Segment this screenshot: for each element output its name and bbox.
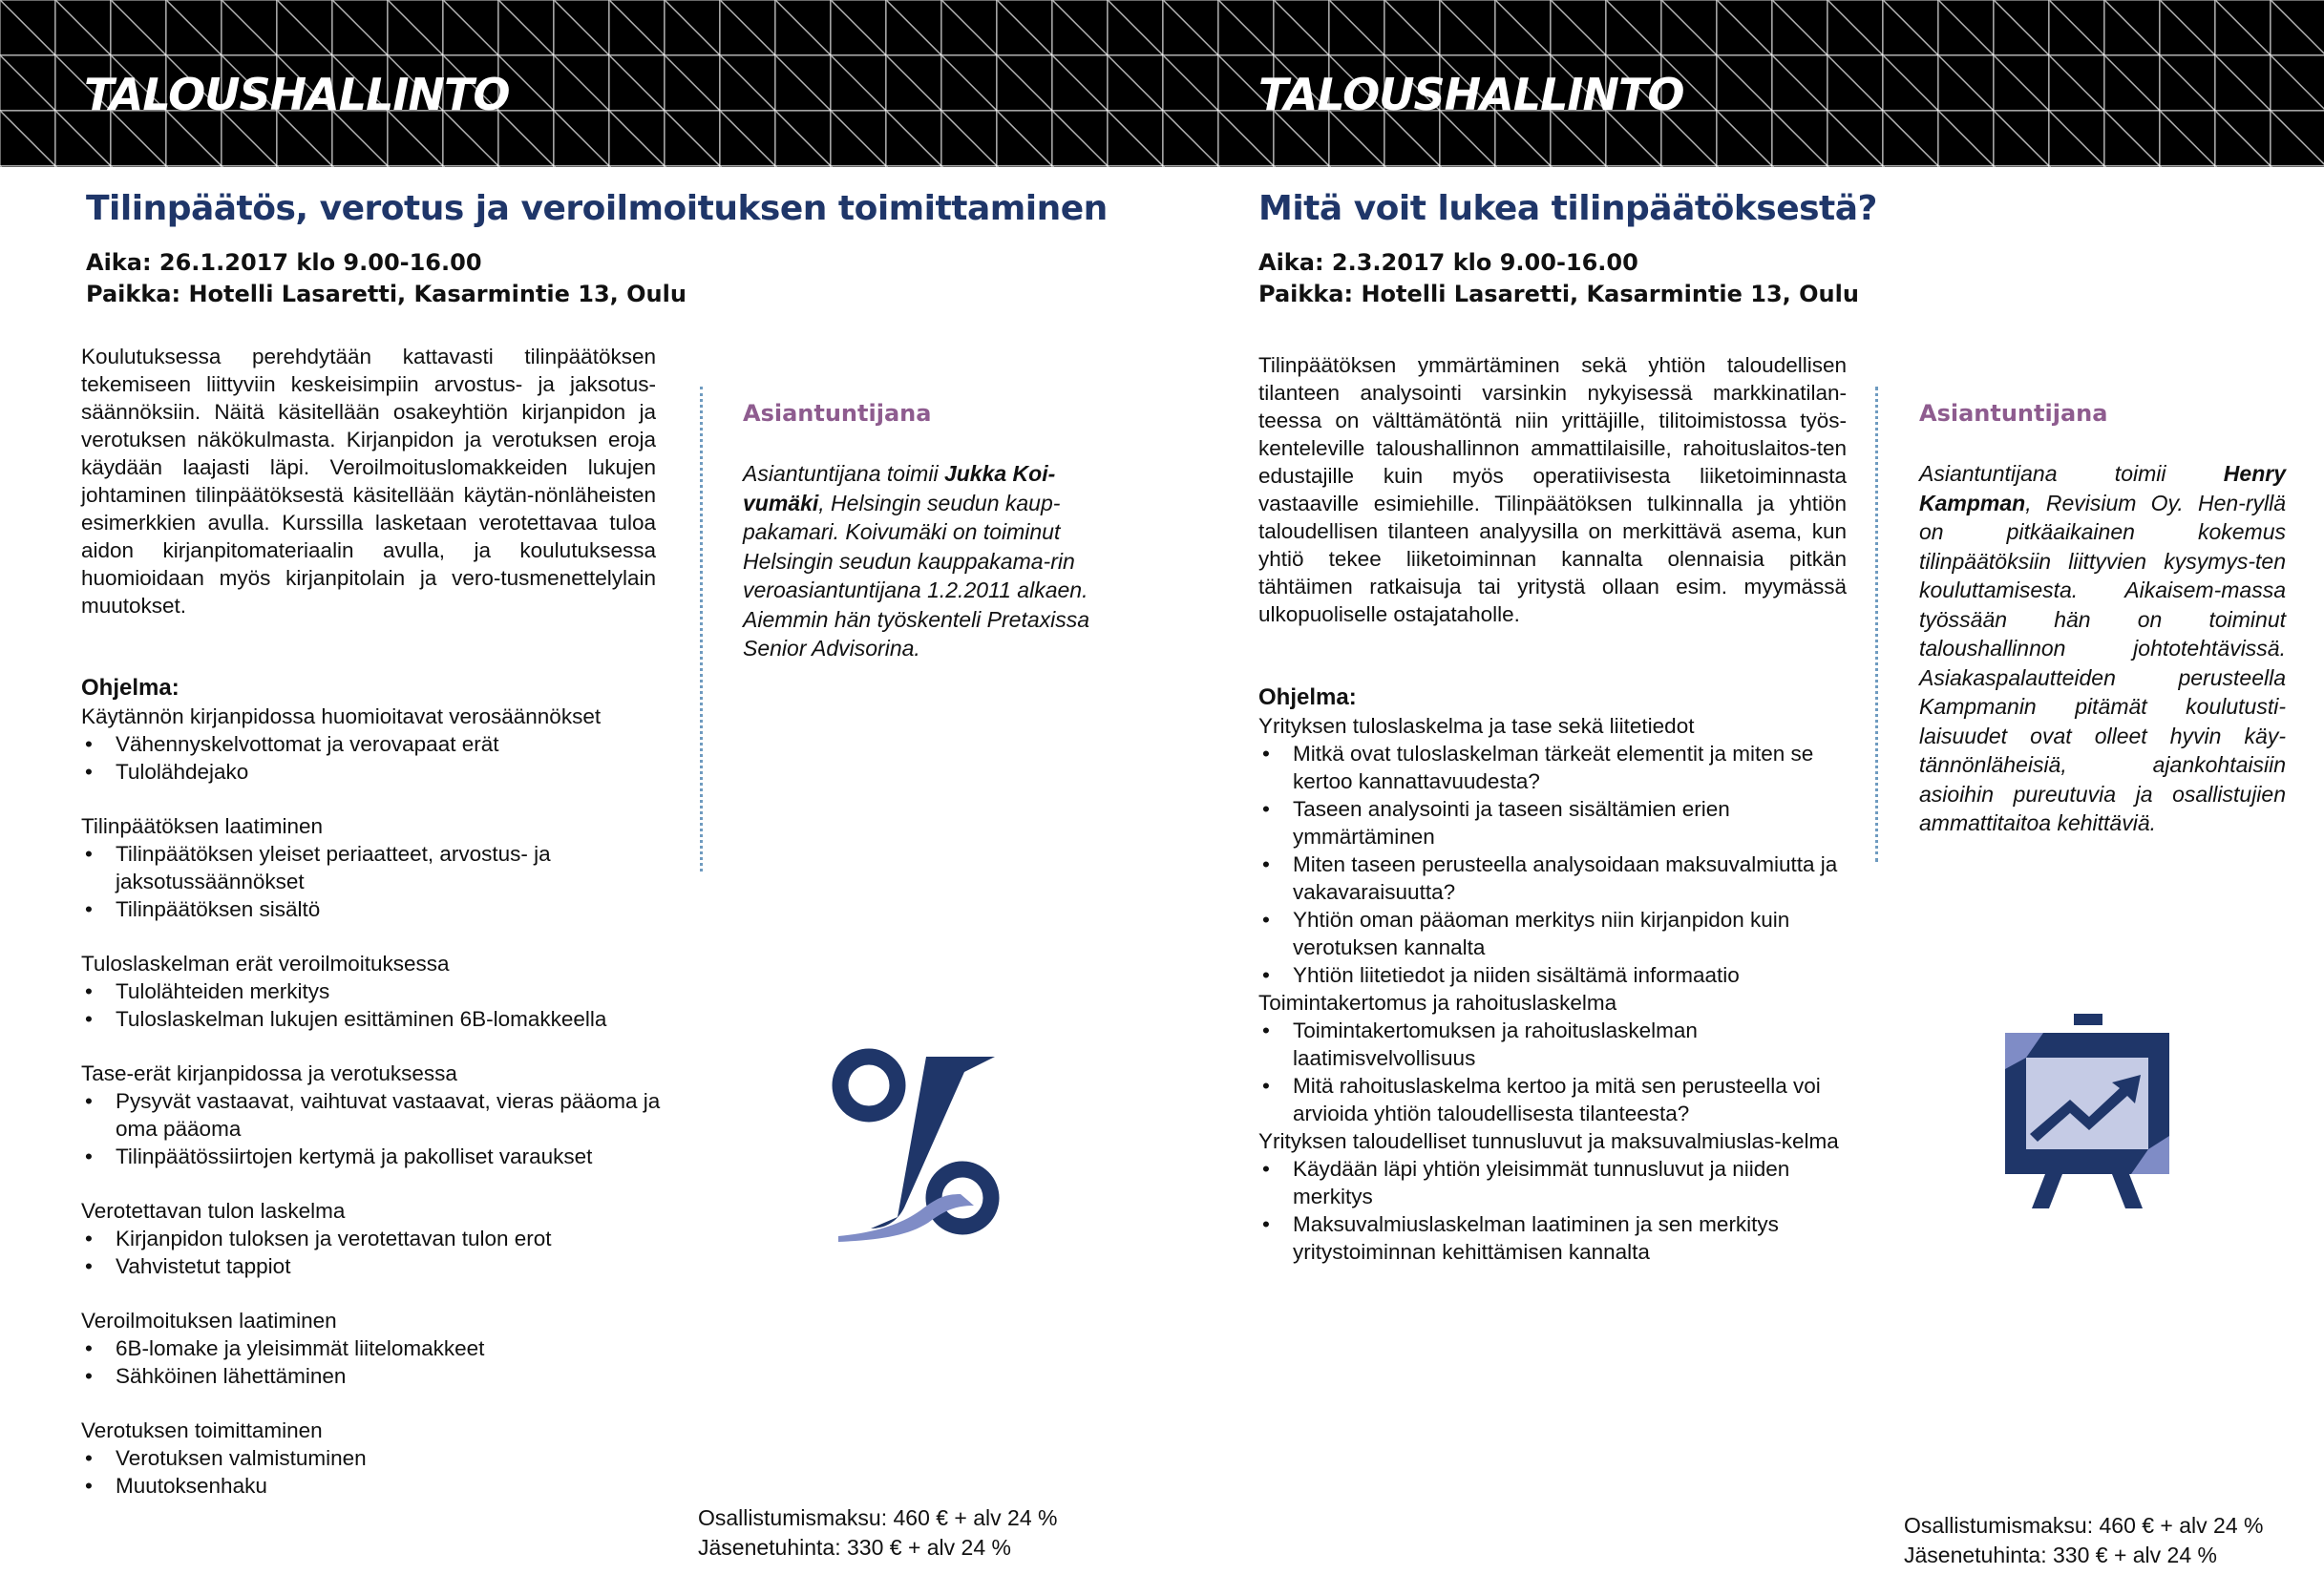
- banner-tile: [1052, 166, 1108, 167]
- list-item: • Tilinpäätössiirtojen kertymä ja pakolliset varaukset: [81, 1143, 692, 1170]
- banner-tile: [2160, 166, 2215, 167]
- right-column-divider: [1875, 387, 1878, 862]
- left-program-group: [81, 1417, 692, 1500]
- left-program-group-title: Käytännön kirjanpidossa huomioitavat verosäännökset: [81, 704, 602, 728]
- banner-tile: [277, 166, 332, 167]
- right-expert-name: Henry Kampman: [1919, 461, 2286, 515]
- banner-tile: [1108, 166, 1163, 167]
- right-program-group: [1258, 1127, 1850, 1266]
- banner-tile: [1440, 166, 1495, 167]
- left-program-group-title: Veroilmoituksen laatiminen: [81, 1309, 337, 1333]
- banner-tile: [720, 166, 775, 167]
- list-item: • Kirjanpidon tuloksen ja verotettavan tulon erot: [81, 1225, 692, 1252]
- banner-tile: [554, 166, 609, 167]
- presentation-board-icon: [1986, 1012, 2188, 1212]
- banner-tile: [1218, 166, 1274, 167]
- left-program-list: [81, 977, 692, 1033]
- left-program-group: [81, 1197, 692, 1280]
- right-banner-title: TALOUSHALLINTO: [1258, 69, 1684, 120]
- banner-tile: [0, 166, 55, 167]
- right-program-group-title: Yrityksen taloudelliset tunnusluvut ja maksuvalmiuslas-kelma: [1258, 1129, 1839, 1153]
- left-program-group-title: Tuloslaskelman erät veroilmoituksessa: [81, 952, 450, 976]
- left-program-list: [81, 1225, 692, 1280]
- right-program-list: [1258, 1155, 1850, 1266]
- list-item: • Taseen analysointi ja taseen sisältämien erien ymmärtäminen: [1258, 795, 1850, 850]
- list-item: • 6B-lomake ja yleisimmät liitelomakkeet: [81, 1334, 692, 1362]
- banner-tile: [775, 166, 831, 167]
- left-program-list: [81, 840, 692, 923]
- left-program-group-title: Tase-erät kirjanpidossa ja verotuksessa: [81, 1061, 457, 1085]
- banner-tile: [997, 166, 1052, 167]
- left-program-group: [81, 812, 692, 923]
- left-column-divider: [700, 387, 703, 872]
- right-expert-pre: Asiantuntijana toimii: [1919, 461, 2224, 486]
- banner-tile: [443, 166, 498, 167]
- left-program-group-title: Verotettavan tulon laskelma: [81, 1199, 346, 1223]
- left-program-list: [81, 1444, 692, 1500]
- left-expert-heading: Asiantuntijana: [743, 400, 932, 427]
- right-program-group: [1258, 989, 1850, 1127]
- right-expert-heading: Asiantuntijana: [1919, 400, 2108, 427]
- banner-tile: [1163, 166, 1218, 167]
- left-expert-post: , Helsingin seudun kaup-pakamari. Koivumäki on toiminut Helsingin seudun kauppakama-rin veroasiantuntijana 1.2.2011 alkaen. Aiemmin hän työskenteli Pretaxissa Senior Advisorina.: [743, 490, 1090, 661]
- right-expert-text: [1919, 459, 2286, 838]
- right-program: [1258, 683, 1850, 1266]
- banner-tile: [941, 166, 997, 167]
- banner-tile: [111, 166, 166, 167]
- right-event-time: Aika: 2.3.2017 klo 9.00-16.00: [1258, 249, 1638, 276]
- banner-tile: [498, 166, 554, 167]
- left-fee: Osallistumismaksu: 460 € + alv 24 %: [698, 1505, 1058, 1530]
- banner-tile: [2215, 166, 2271, 167]
- banner-tile: [1274, 166, 1329, 167]
- right-program-heading: Ohjelma:: [1258, 684, 1357, 710]
- left-expert-pre: Asiantuntijana toimii: [743, 461, 944, 486]
- left-program-group: [81, 1060, 692, 1170]
- right-intro-text: Tilinpäätöksen ymmärtäminen sekä yhtiön taloudellisen tilanteen analysointi varsinkin nykyisessä markkinatilan-teessa on välttämätöntä niin yrittäjille, tilitoimistossa työs-kenteleville taloushallinnon ammattilaisille, rahoituslaitos-ten edustajille kuin myös operatiivisesta liiketoiminnasta vastaaville esimiehille. Tilinpäätöksen tulkinnalla ja yhtiön taloudellisen tilanteen analyysilla on merkittävä asema, kun yhtiö tekee liiketoiminnan kannalta olennaisia pitkän tähtäimen ratkaisuja tai yritystä ollaan esim. myymässä ulkopuoliselle ostajataholle.: [1258, 353, 1847, 626]
- left-program-heading: Ohjelma:: [81, 675, 180, 701]
- right-program-group-title: Yrityksen tuloslaskelma ja tase sekä liitetiedot: [1258, 714, 1695, 738]
- percent-icon: [821, 1045, 1012, 1246]
- list-item: • Yhtiön oman pääoman merkitys niin kirjanpidon kuin verotuksen kannalta: [1258, 906, 1850, 961]
- left-program: [81, 674, 692, 1526]
- banner-tile: [1938, 166, 1994, 167]
- list-item: • Vähennyskelvottomat ja verovapaat erät: [81, 730, 692, 758]
- list-item: • Sähköinen lähettäminen: [81, 1362, 692, 1390]
- list-item: • Tulolähteiden merkitys: [81, 977, 692, 1005]
- banner-tile: [1384, 166, 1440, 167]
- banner-tile: [1495, 166, 1551, 167]
- list-item: • Yhtiön liitetiedot ja niiden sisältämä informaatio: [1258, 961, 1850, 989]
- right-program-group-title: Toimintakertomus ja rahoituslaskelma: [1258, 991, 1617, 1015]
- right-program-list: [1258, 1017, 1850, 1127]
- banner-tile: [609, 166, 665, 167]
- list-item: • Maksuvalmiuslaskelman laatiminen ja sen merkitys yritystoiminnan kehittämisen kannalta: [1258, 1210, 1850, 1266]
- right-program-group: [1258, 712, 1850, 989]
- banner-tile: [1717, 166, 1772, 167]
- list-item: • Mitkä ovat tuloslaskelman tärkeät elementit ja miten se kertoo kannattavuudesta?: [1258, 740, 1850, 795]
- banner-tile: [2049, 166, 2104, 167]
- banner-tile: [1329, 166, 1384, 167]
- banner-tile: [55, 166, 111, 167]
- banner-tile: [1551, 166, 1606, 167]
- left-event-time: Aika: 26.1.2017 klo 9.00-16.00: [86, 249, 482, 276]
- list-item: • Miten taseen perusteella analysoidaan maksuvalmiutta ja vakavaraisuutta?: [1258, 850, 1850, 906]
- list-item: • Mitä rahoituslaskelma kertoo ja mitä sen perusteella voi arvioida yhtiön taloudellisesta tilanteesta?: [1258, 1072, 1850, 1127]
- list-item: • Tulolähdejako: [81, 758, 692, 786]
- left-page-title: Tilinpäätös, verotus ja veroilmoituksen toimittaminen: [86, 189, 1108, 228]
- list-item: • Muutoksenhaku: [81, 1472, 692, 1500]
- list-item: • Verotuksen valmistuminen: [81, 1444, 692, 1472]
- left-program-list: [81, 1334, 692, 1390]
- right-event-place: Paikka: Hotelli Lasaretti, Kasarmintie 13, Oulu: [1258, 281, 1859, 307]
- left-expert-name: Jukka Koi-vumäki: [743, 461, 1056, 515]
- banner-tile: [1661, 166, 1717, 167]
- banner-tile: [388, 166, 443, 167]
- list-item: • Vahvistetut tappiot: [81, 1252, 692, 1280]
- left-member-price: Jäsenetuhinta: 330 € + alv 24 %: [698, 1535, 1011, 1560]
- list-item: • Tilinpäätöksen yleiset periaatteet, arvostus- ja jaksotussäännökset: [81, 840, 692, 895]
- list-item: • Toimintakertomuksen ja rahoituslaskelman laatimisvelvollisuus: [1258, 1017, 1850, 1072]
- right-program-list: [1258, 740, 1850, 989]
- left-program-group-title: Tilinpäätöksen laatiminen: [81, 814, 324, 838]
- left-expert-text: [743, 459, 1104, 663]
- banner-tile: [2104, 166, 2160, 167]
- right-page-title: Mitä voit lukea tilinpäätöksestä?: [1258, 189, 1877, 228]
- right-fee: Osallistumismaksu: 460 € + alv 24 %: [1904, 1513, 2264, 1538]
- banner-tile: [2271, 166, 2324, 167]
- banner-tile: [166, 166, 222, 167]
- banner-tile: [1772, 166, 1828, 167]
- left-program-group: [81, 950, 692, 1033]
- left-program-list: [81, 1087, 692, 1170]
- banner-tile: [886, 166, 941, 167]
- list-item: • Tilinpäätöksen sisältö: [81, 895, 692, 923]
- left-program-list: [81, 730, 692, 786]
- left-program-group-title: Verotuksen toimittaminen: [81, 1418, 323, 1442]
- left-program-group: [81, 1307, 692, 1390]
- banner-tile: [665, 166, 720, 167]
- left-event-place: Paikka: Hotelli Lasaretti, Kasarmintie 13, Oulu: [86, 281, 687, 307]
- list-item: • Pysyvät vastaavat, vaihtuvat vastaavat, vieras pääoma ja oma pääoma: [81, 1087, 692, 1143]
- left-banner-title: TALOUSHALLINTO: [84, 69, 510, 120]
- left-program-group: [81, 703, 692, 786]
- list-item: • Tuloslaskelman lukujen esittäminen 6B-lomakkeella: [81, 1005, 692, 1033]
- left-intro-text: Koulutuksessa perehdytään kattavasti tilinpäätöksen tekemiseen liittyviin keskeisimpiin arvostus- ja jaksotus-säännöksiin. Näitä käsitellään osakeyhtiön kirjanpidon ja verotuksen näkökulmasta. Kirjanpidon ja verotuksen eroja käydään laajasti läpi. Veroilmoituslomakkeiden lukujen johtaminen tilinpäätöksestä käsitellään käytän-nönläheisten esimerkkien avulla. Kurssilla lasketaan verotettavaa tuloa aidon kirjanpitomateriaalin avulla, ja koulutuksessa huomioidaan myös kirjanpitolain ja vero-tusmenettelylain muutokset.: [81, 345, 656, 618]
- banner-tile: [222, 166, 277, 167]
- right-expert-post: , Revisium Oy. Hen-ryllä on pitkäaikainen kokemus tilinpäätöksiin liittyvien kysymys-ten kouluttamisesta. Aikaisem-massa työssään hän on toiminut taloushallinnon johtotehtävissä. Asiakaspalautteiden perusteella Kampmanin pitämät koulutusti-laisuudet ovat olleet hyvin käy-tännönläheisiä, ajankohtaisiin asioihin pureutuvia ja osallistujien ammattitaitoa kehittäviä.: [1919, 490, 2286, 835]
- banner-tile: [332, 166, 388, 167]
- banner-tile: [831, 166, 886, 167]
- banner-tile: [1828, 166, 1883, 167]
- right-member-price: Jäsenetuhinta: 330 € + alv 24 %: [1904, 1543, 2217, 1567]
- banner-tile: [1606, 166, 1661, 167]
- banner-tile: [1994, 166, 2049, 167]
- banner-tile: [1883, 166, 1938, 167]
- list-item: • Käydään läpi yhtiön yleisimmät tunnusluvut ja niiden merkitys: [1258, 1155, 1850, 1210]
